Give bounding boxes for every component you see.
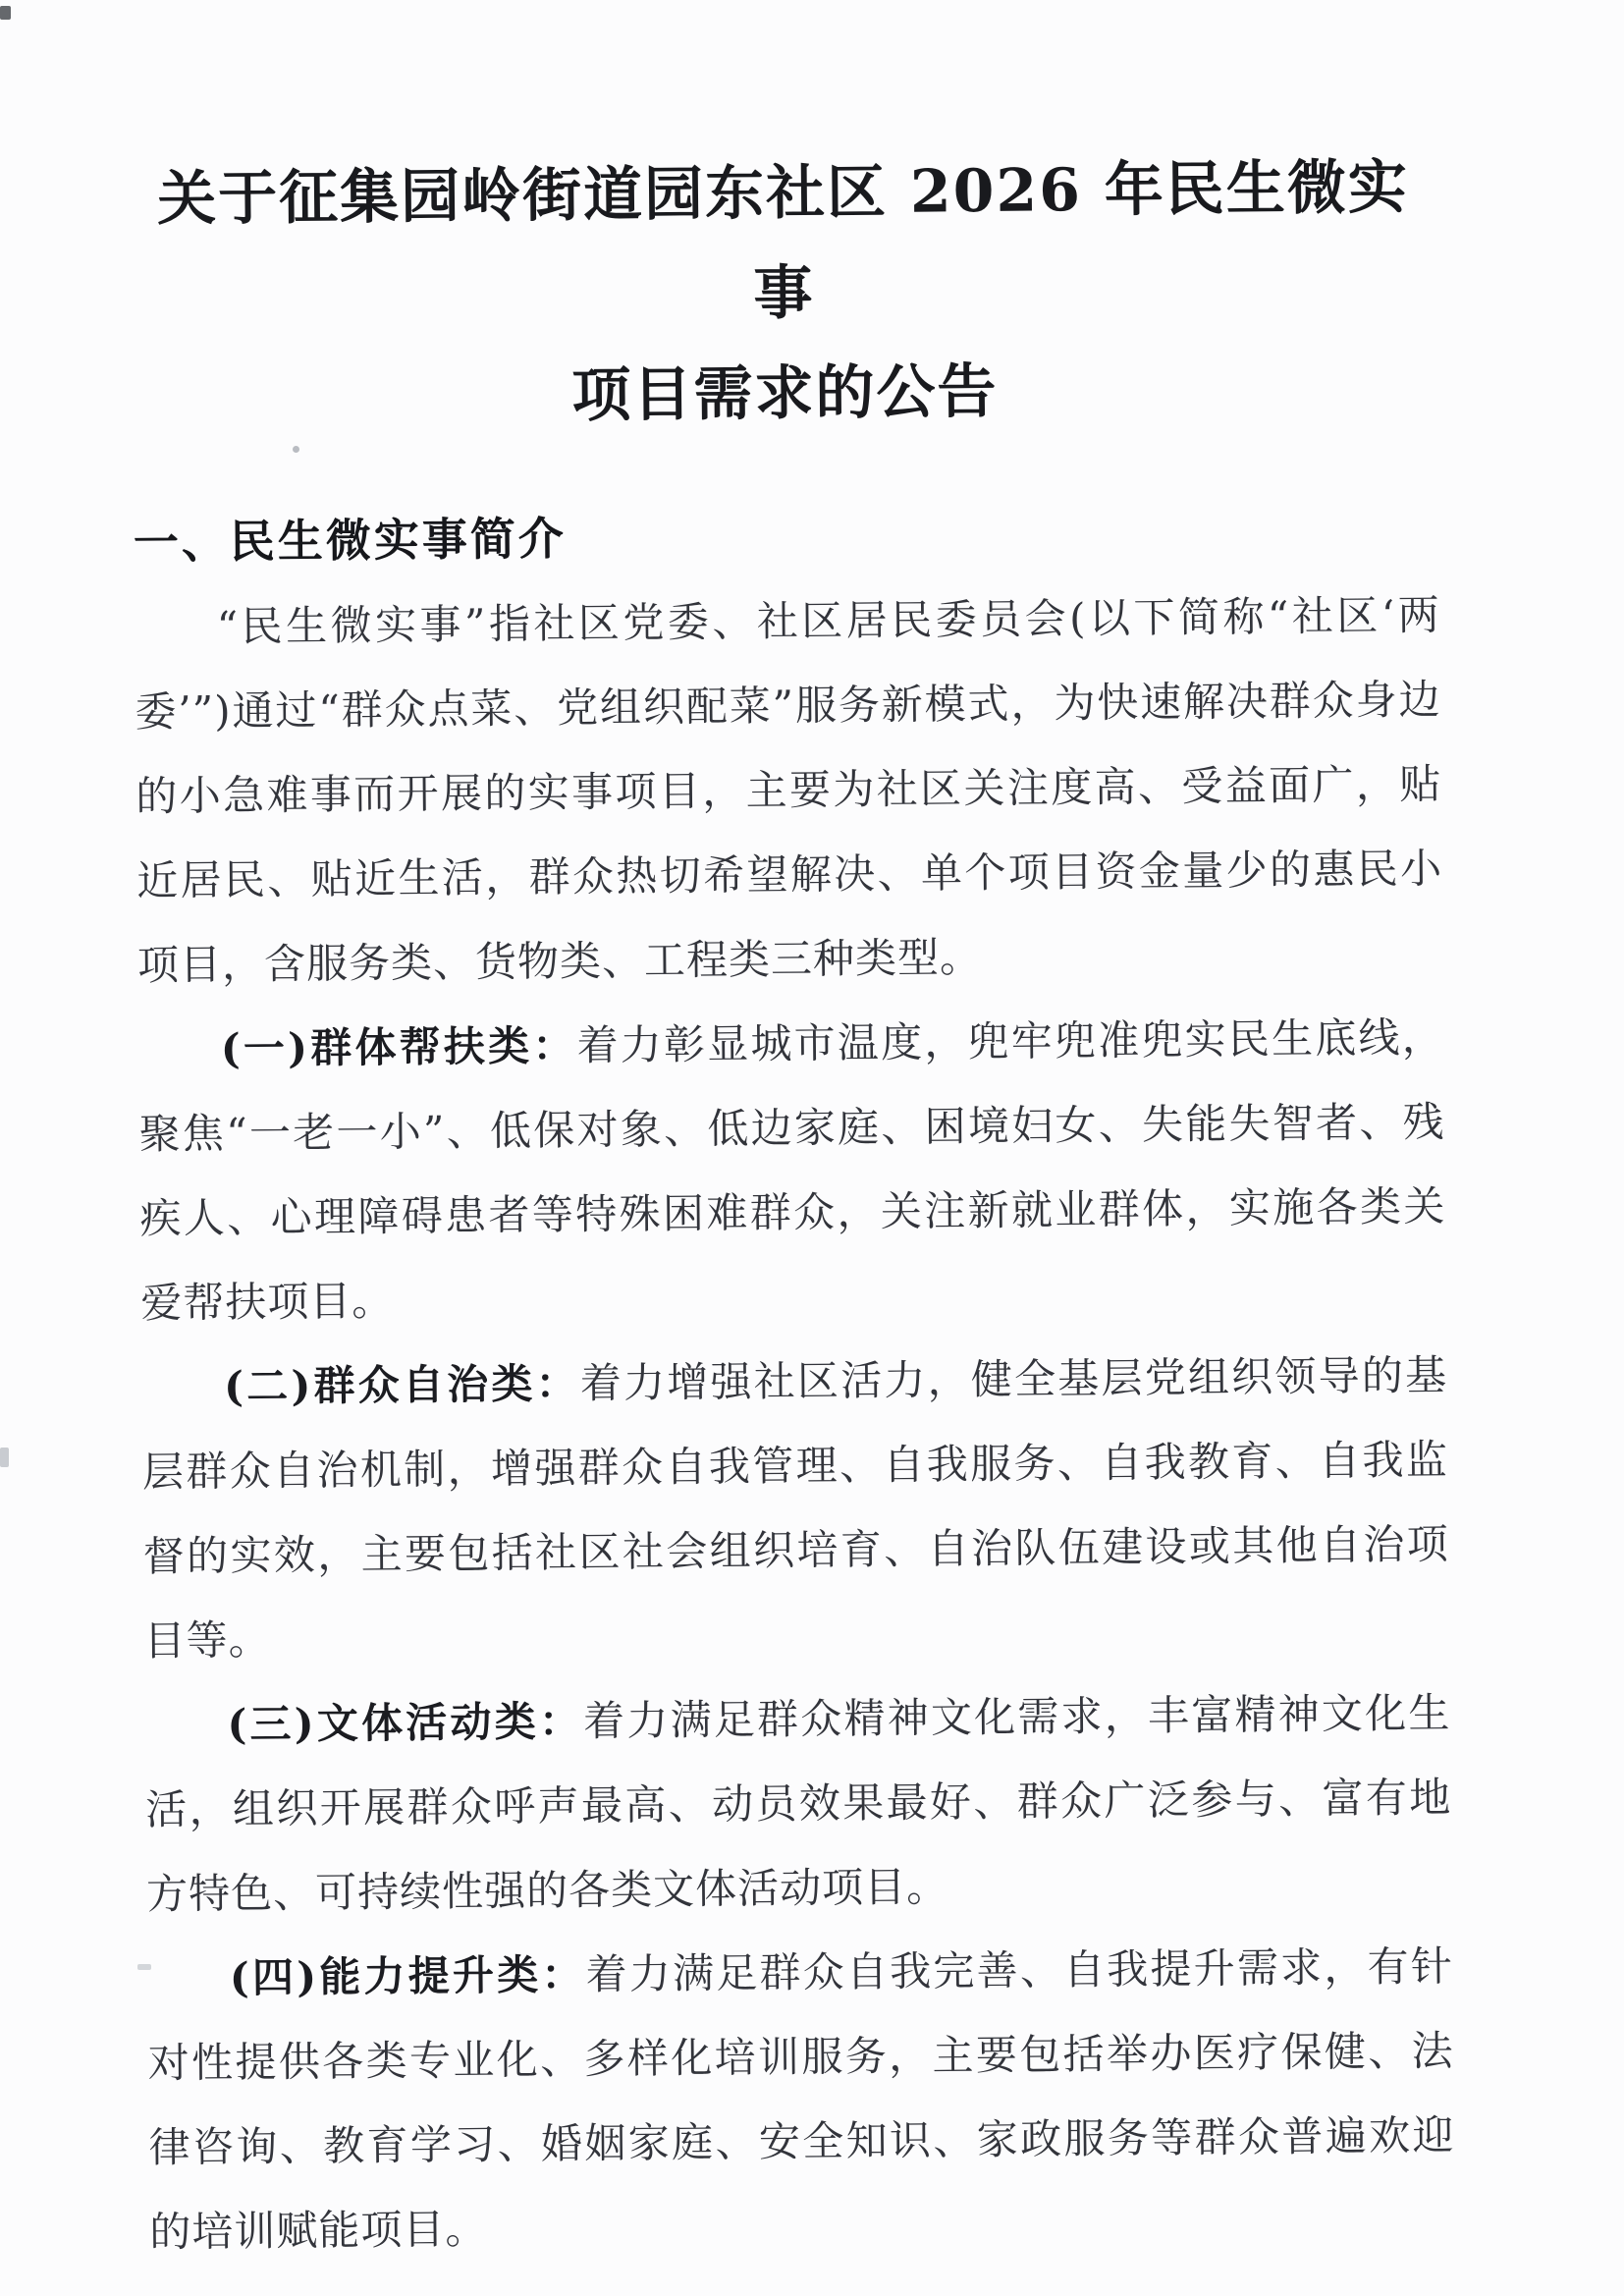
section-heading: 一、民生微实事简介: [133, 512, 568, 570]
document-title-line1: 关于征集园岭街道园东社区 2026 年民生微实事: [156, 152, 1410, 329]
paragraph-text: “民生微实事”指社区党委、社区居民委员会(以下简称“社区‘两委’”)通过“群众点菜、党组织配菜”服务新模式，为快速解决群众身边的小急难事而开展的实事项目，主要为社区关注度高、受益面广，贴近居民、贴近生活，群众热切希望解决、单个项目资金量少的惠民小项目，含服务类、货物类、工程类三种类型。: [135, 590, 1443, 990]
document-content: [130, 137, 1456, 2275]
scan-artifact: [0, 1448, 9, 1467]
paragraph-lead: (三)文体活动类：: [227, 1697, 584, 1749]
document-body: [134, 574, 1455, 2275]
paragraph-category-1: [137, 996, 1446, 1346]
paragraph-intro: [134, 574, 1443, 1009]
paragraph-text: 着力增强社区活力，健全基层党组织领导的基层群众自治机制，增强群众自我管理、自我服务、自我教育、自我监督的实效，主要包括社区社会组织培育、自治队伍建设或其他自治项目等。: [141, 1350, 1449, 1666]
paragraph-category-3: [144, 1671, 1452, 1938]
scan-artifact: [0, 6, 11, 20]
paragraph-lead: (一)群体帮扶类：: [220, 1021, 577, 1073]
paragraph-category-4: [147, 1925, 1456, 2275]
paragraph-text: 着力彰显城市温度，兜牢兜准兜实民生底线，聚焦“一老一小”、低保对象、低边家庭、困境妇女、失能失智者、残疾人、心理障碍患者等特殊困难群众，关注新就业群体，实施各类关爱帮扶项目。: [138, 1012, 1446, 1328]
paragraph-lead: (二)群众自治类：: [223, 1359, 581, 1411]
document-title: [130, 137, 1438, 451]
document-title-line2: 项目需求的公告: [571, 356, 999, 431]
paragraph-lead: (四)能力提升类：: [229, 1950, 586, 2002]
paragraph-text: 着力满足群众自我完善、自我提升需求，有针对性提供各类专业化、多样化培训服务，主要包括举办医疗保健、法律咨询、教育学习、婚姻家庭、安全知识、家政服务等群众普遍欢迎的培训赋能项目。: [147, 1941, 1455, 2257]
paragraph-text: 着力满足群众精神文化需求，丰富精神文化生活，组织开展群众呼声最高、动员效果最好、群众广泛参与、富有地方特色、可持续性强的各类文体活动项目。: [145, 1688, 1452, 1919]
paragraph-category-2: [141, 1334, 1450, 1684]
